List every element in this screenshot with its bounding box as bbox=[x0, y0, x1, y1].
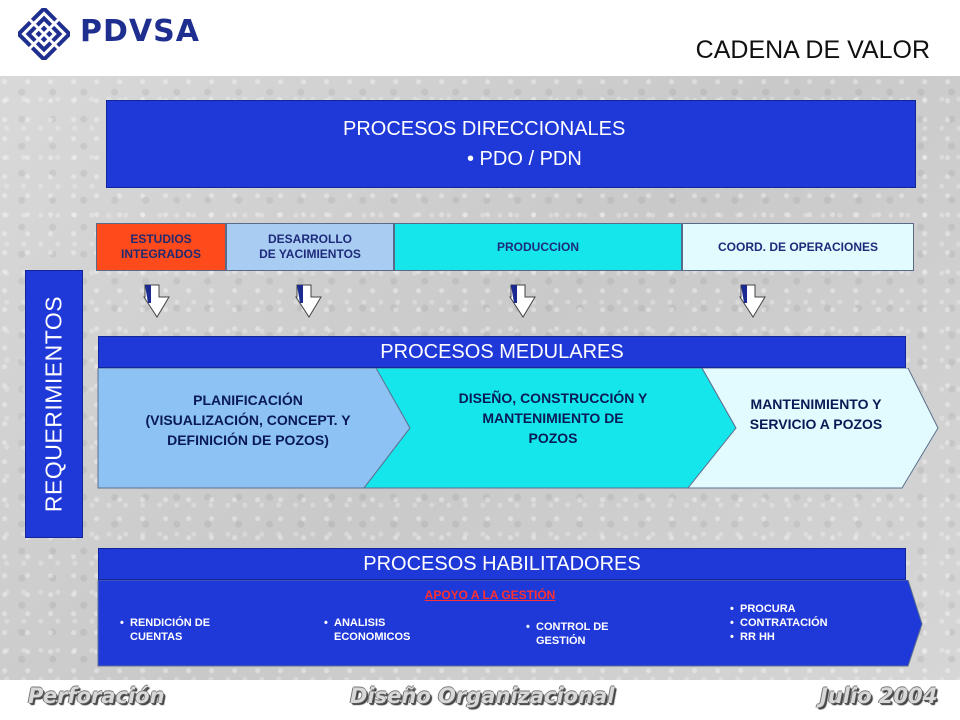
step-line: POZOS bbox=[528, 430, 578, 446]
step-line: MANTENIMIENTO DE bbox=[482, 410, 624, 426]
footer-left: Perforación bbox=[28, 684, 165, 708]
stage-label: COORD. DE OPERACIONES bbox=[717, 239, 879, 254]
procesos-direccionales-box bbox=[106, 100, 916, 188]
apoyo-gestion-title: APOYO A LA GESTIÓN bbox=[424, 588, 556, 602]
step-line: MANTENIMIENTO Y bbox=[750, 396, 882, 412]
down-arrow-icon bbox=[142, 284, 172, 318]
pdvsa-logo-icon bbox=[18, 8, 70, 60]
down-arrow-icon bbox=[294, 284, 324, 318]
step-line: PLANIFICACIÓN bbox=[193, 392, 303, 408]
habil-item: PROCURA bbox=[740, 603, 796, 615]
logo-text: PDVSA bbox=[80, 14, 200, 49]
stage-desarrollo-yacimientos bbox=[226, 223, 394, 271]
step-line: SERVICIO A POZOS bbox=[749, 416, 883, 432]
step-diseno bbox=[408, 388, 698, 448]
habil-group-analisis: • ANALISIS ECONOMICOS bbox=[324, 616, 434, 644]
step-planificacion bbox=[98, 390, 398, 450]
down-arrow-icon bbox=[738, 284, 768, 318]
stage-coord-operaciones bbox=[682, 223, 914, 271]
requerimientos-label: REQUERIMIENTOS bbox=[40, 295, 67, 513]
habil-item: CONTROL DE GESTIÓN bbox=[536, 621, 609, 647]
medulares-chevrons bbox=[96, 368, 940, 490]
habil-item: RENDICIÓN DE CUENTAS bbox=[130, 617, 211, 643]
step-mantenimiento bbox=[716, 394, 916, 434]
habil-item: RR HH bbox=[740, 631, 775, 643]
requerimientos-box bbox=[25, 270, 83, 538]
procesos-medulares-header: PROCESOS MEDULARES bbox=[98, 336, 906, 368]
step-line: DISEÑO, CONSTRUCCIÓN Y bbox=[458, 390, 648, 406]
page-title: CADENA DE VALOR bbox=[695, 36, 930, 64]
stage-label: INTEGRADOS bbox=[120, 247, 201, 261]
habil-group-procura: • PROCURA • CONTRATACIÓN • RR HH bbox=[730, 603, 828, 643]
stage-produccion bbox=[394, 223, 682, 271]
procesos-habilitadores-header: PROCESOS HABILITADORES bbox=[98, 548, 906, 580]
habil-item: ANALISIS ECONOMICOS bbox=[334, 617, 411, 643]
habil-group-control: • CONTROL DE GESTIÓN bbox=[526, 620, 636, 648]
direccionales-title: PROCESOS DIRECCIONALES bbox=[343, 118, 626, 140]
habil-group-rendicion: • RENDICIÓN DE CUENTAS bbox=[120, 616, 240, 644]
footer-center: Diseño Organizacional bbox=[350, 684, 615, 708]
footer-right: Julio 2004 bbox=[820, 684, 938, 708]
stage-label: ESTUDIOS bbox=[130, 232, 192, 246]
stage-estudios-integrados bbox=[96, 223, 226, 271]
habil-item: CONTRATACIÓN bbox=[740, 617, 828, 629]
step-line: DEFINICIÓN DE POZOS) bbox=[167, 432, 329, 448]
stage-label: DESARROLLO bbox=[268, 232, 352, 246]
direccionales-bullet: • PDO / PDN bbox=[467, 148, 582, 170]
step-line: (VISUALIZACIÓN, CONCEPT. Y bbox=[145, 412, 351, 428]
down-arrow-icon bbox=[508, 284, 538, 318]
stage-label: DE YACIMIENTOS bbox=[259, 247, 361, 261]
stage-label: PRODUCCION bbox=[496, 239, 579, 254]
